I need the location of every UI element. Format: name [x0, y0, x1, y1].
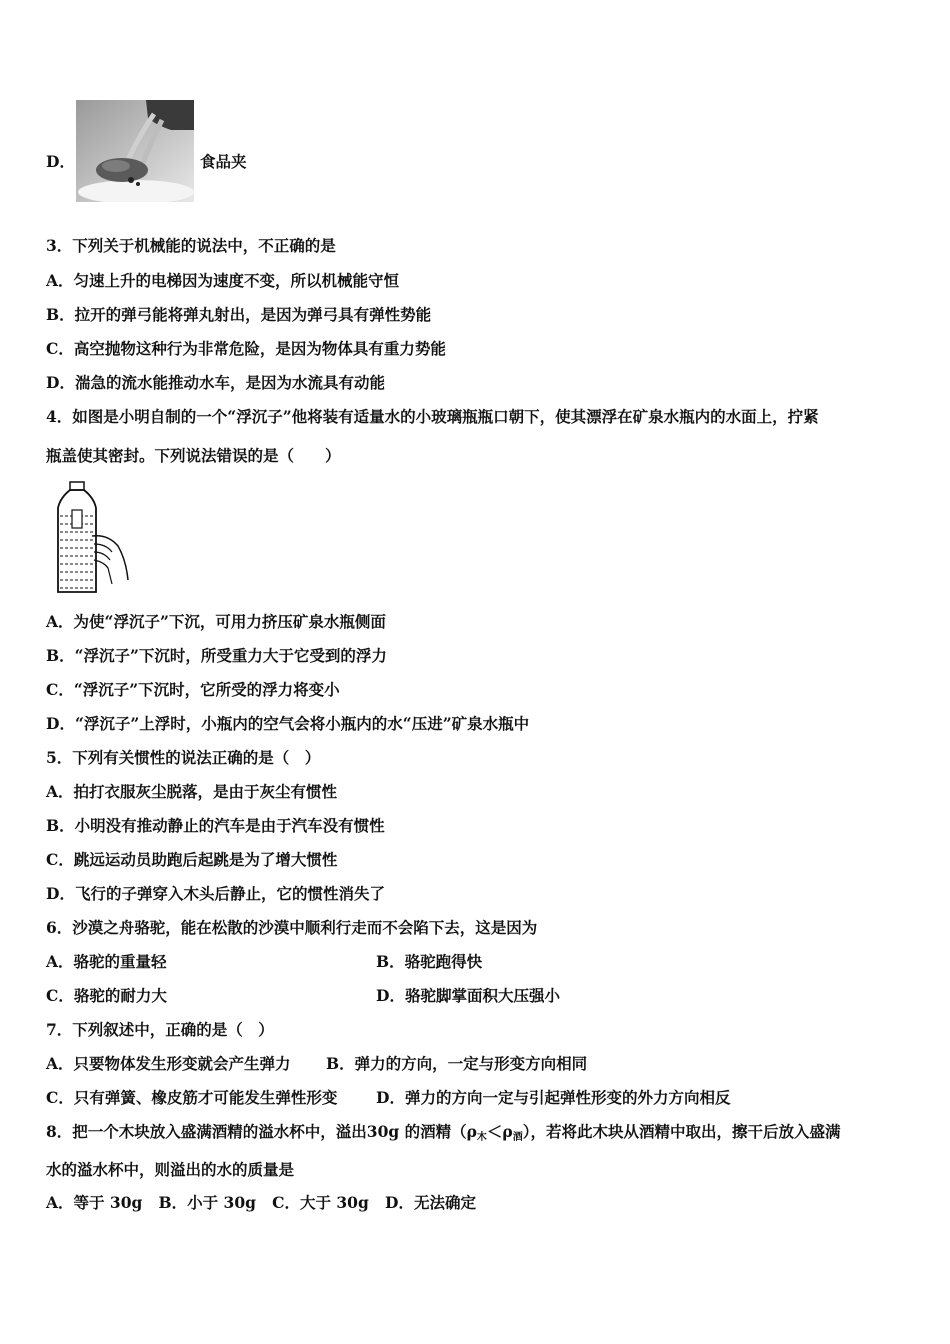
q8-stem-line2: 水的溢水杯中，则溢出的水的质量是 — [46, 1160, 295, 1179]
q6-option-b: B．骆驼跑得快 — [376, 952, 483, 971]
q8-less-than: ＜ρ — [486, 1122, 513, 1141]
water-bottle-diver-figure — [52, 480, 132, 596]
q3-option-b: B．拉开的弹弓能将弹丸射出，是因为弹弓具有弹性势能 — [46, 305, 432, 324]
q2-option-d-text: 食品夹 — [200, 152, 247, 171]
q8-option-d: D．无法确定 — [385, 1193, 476, 1212]
q5-option-c: C．跳远运动员助跑后起跳是为了增大惯性 — [46, 850, 338, 869]
q4-option-a: A．为使“浮沉子”下沉，可用力挤压矿泉水瓶侧面 — [46, 612, 386, 631]
q4-option-c: C．“浮沉子”下沉时，它所受的浮力将变小 — [46, 680, 340, 699]
q4-stem-line2: 瓶盖使其密封。下列说法错误的是（ ） — [46, 446, 341, 465]
food-tongs-photo — [76, 100, 194, 202]
q7-stem: 7．下列叙述中，正确的是（ ） — [46, 1020, 274, 1039]
q8-stem-line1 — [46, 1122, 841, 1148]
q3-stem: 3．下列关于机械能的说法中，不正确的是 — [46, 236, 336, 255]
q8-stem-part-b: 30g 的酒精（ρ — [366, 1122, 477, 1141]
q4-stem-line1: 4．如图是小明自制的一个“浮沉子”他将装有适量水的小玻璃瓶瓶口朝下，使其漂浮在矿泉水瓶内的水面上，拧紧 — [46, 407, 819, 426]
q3-option-d: D．湍急的流水能推动水车，是因为水流具有动能 — [46, 373, 385, 392]
q7-option-a: A．只要物体发生形变就会产生弹力 — [46, 1054, 291, 1073]
q6-option-a: A．骆驼的重量轻 — [46, 952, 167, 971]
q5-stem: 5．下列有关惯性的说法正确的是（ ） — [46, 748, 321, 767]
q8-rho-sub-wood: 木 — [476, 1132, 487, 1143]
q3-option-a: A．匀速上升的电梯因为速度不变，所以机械能守恒 — [46, 271, 400, 290]
q8-rho-sub-alcohol: 酒 — [512, 1132, 523, 1143]
q8-options — [46, 1193, 476, 1213]
q6-option-d: D．骆驼脚掌面积大压强小 — [376, 986, 560, 1005]
q5-option-b: B．小明没有推动静止的汽车是由于汽车没有惯性 — [46, 816, 385, 835]
q8-option-a: A．等于 30g — [46, 1193, 143, 1212]
q5-option-a: A．拍打衣服灰尘脱落，是由于灰尘有惯性 — [46, 782, 338, 801]
q6-option-c: C．骆驼的耐力大 — [46, 986, 167, 1005]
q8-option-b: B．小于 30g — [158, 1193, 256, 1212]
q3-option-c: C．高空抛物这种行为非常危险，是因为物体具有重力势能 — [46, 339, 446, 358]
q2-option-d-label: D． — [46, 152, 75, 171]
q7-option-b: B．弹力的方向，一定与形变方向相同 — [326, 1054, 588, 1073]
q8-stem-part-a: 8．把一个木块放入盛满酒精的溢水杯中，溢出 — [46, 1122, 367, 1141]
q4-option-d: D．“浮沉子”上浮时，小瓶内的空气会将小瓶内的水“压进”矿泉水瓶中 — [46, 714, 530, 733]
q7-option-c: C．只有弹簧、橡皮筋才可能发生弹性形变 — [46, 1088, 338, 1107]
q4-option-b: B．“浮沉子”下沉时，所受重力大于它受到的浮力 — [46, 646, 387, 665]
q5-option-d: D．飞行的子弹穿入木头后静止，它的惯性消失了 — [46, 884, 385, 903]
q7-option-d: D．弹力的方向一定与引起弹性形变的外力方向相反 — [376, 1088, 731, 1107]
q8-stem-part-c: ），若将此木块从酒精中取出，擦干后放入盛满 — [522, 1122, 841, 1141]
q6-stem: 6．沙漠之舟骆驼，能在松散的沙漠中顺利行走而不会陷下去，这是因为 — [46, 918, 538, 937]
q8-option-c: C．大于 30g — [272, 1193, 369, 1212]
